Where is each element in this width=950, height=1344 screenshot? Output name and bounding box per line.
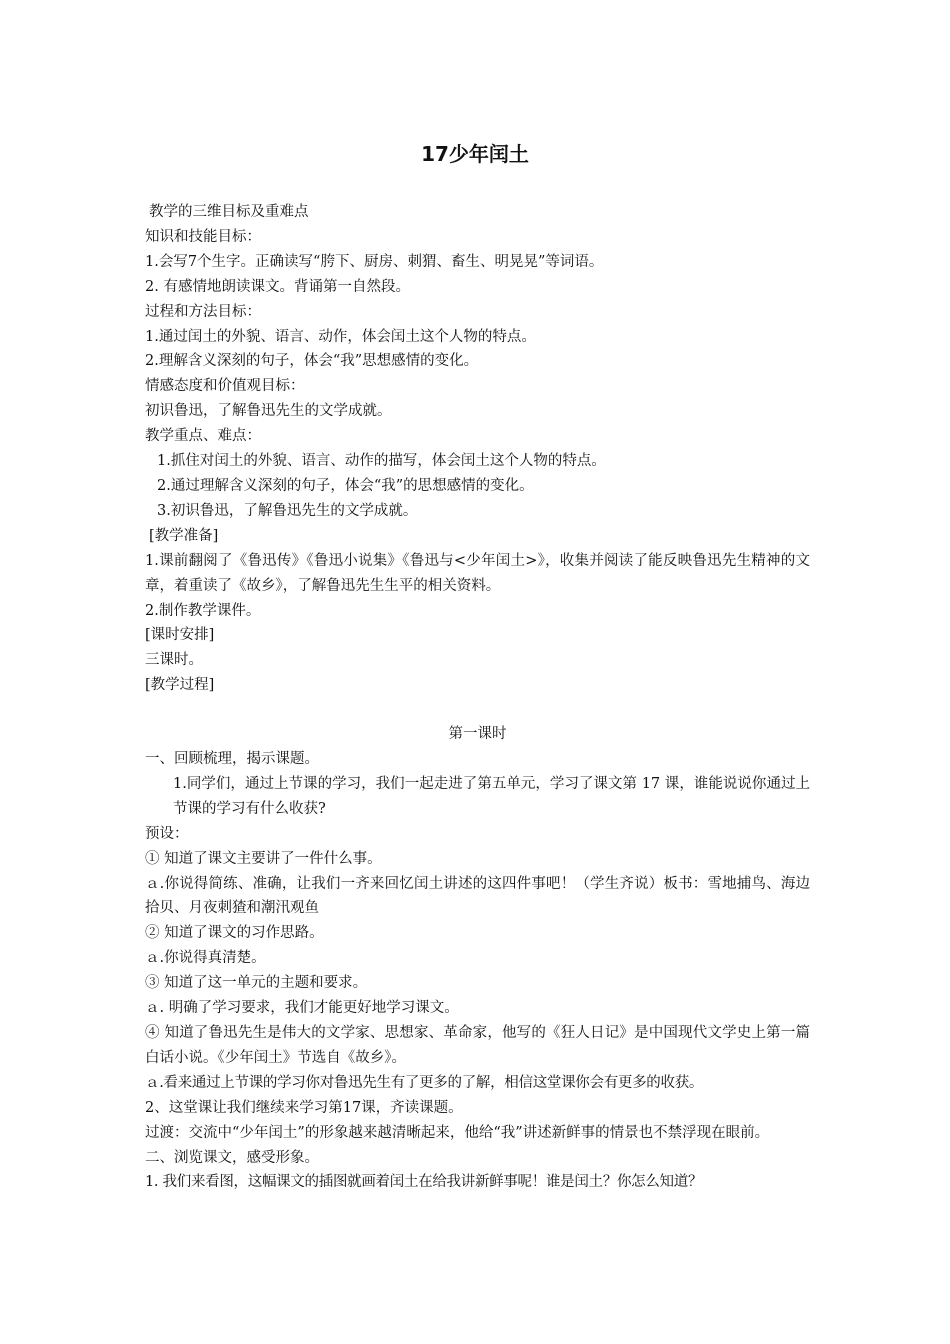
paragraph: 1. 我们来看图，这幅课文的插图就画着闰土在给我讲新鲜事呢！谁是闰土？你怎么知道？ <box>145 1174 703 1191</box>
paragraph: 1.通过闰土的外貌、语言、动作，体会闰土这个人物的特点。 <box>145 328 536 345</box>
section-heading: 一、回顾梳理，揭示课题。 <box>145 751 319 768</box>
paragraph: 2、这堂课让我们继续来学习第17课，齐读课题。 <box>145 1099 463 1116</box>
paragraph: 初识鲁迅，了解鲁迅先生的文学成就。 <box>145 403 392 420</box>
paragraph: 2.制作教学课件。 <box>145 602 261 619</box>
paragraph: 3.初识鲁迅，了解鲁迅先生的文学成就。 <box>157 502 418 519</box>
subheading-preparation: [教学准备] <box>149 527 219 544</box>
paragraph: 1.抓住对闰土的外貌、语言、动作的描写，体会闰土这个人物的特点。 <box>157 453 606 470</box>
paragraph: 2.理解含义深刻的句子，体会“我”思想感情的变化。 <box>145 353 479 370</box>
paragraph: ａ.看来通过上节课的学习你对鲁迅先生有了更多的了解，相信这堂课你会有更多的收获。 <box>145 1074 704 1091</box>
list-item: ① 知道了课文主要讲了一件什么事。 <box>145 850 382 867</box>
paragraph: 三课时。 <box>145 652 203 669</box>
paragraph: 过渡：交流中“少年闰土”的形象越来越清晰起来，他给“我”讲述新鲜事的情景也不禁浮现在眼前。 <box>145 1124 770 1141</box>
list-item: ③ 知道了这一单元的主题和要求。 <box>145 975 368 992</box>
paragraph: 1.会写7个生字。正确读写“胯下、厨房、刺猬、畜生、明晃晃”等词语。 <box>145 253 604 270</box>
list-item: ④ 知道了鲁迅先生是伟大的文学家、思想家、革命家，他写的《狂人日记》是中国现代文学史上第一篇白话小说。《少年闰土》节选自《故乡》。 <box>145 1025 810 1066</box>
paragraph: 2. 有感情地朗读课文。背诵第一自然段。 <box>145 278 410 295</box>
subheading-process-steps: [教学过程] <box>145 677 215 694</box>
section-heading-goals: 教学的三维目标及重难点 <box>149 204 309 220</box>
subheading-key-points: 教学重点、难点： <box>145 428 261 445</box>
subheading-emotion: 情感态度和价值观目标： <box>145 378 305 395</box>
subheading-process: 过程和方法目标： <box>145 303 261 320</box>
subheading-schedule: [课时安排] <box>145 627 215 644</box>
paragraph: ａ.你说得简练、准确，让我们一齐来回忆闰土讲述的这四件事吧！（学生齐说）板书：雪地捕鸟、海边拾贝、月夜刺猹和潮汛观鱼 <box>145 875 810 917</box>
document-title: 17少年闰土 <box>421 142 529 166</box>
paragraph: 2.通过理解含义深刻的句子，体会“我”的思想感情的变化。 <box>157 477 534 494</box>
spacer <box>145 698 810 722</box>
subheading-knowledge: 知识和技能目标： <box>145 228 261 245</box>
paragraph: 预设： <box>145 825 189 842</box>
list-item: ② 知道了课文的习作思路。 <box>145 925 324 942</box>
section-heading: 二、浏览课文，感受形象。 <box>145 1149 319 1166</box>
document-body <box>145 200 810 1195</box>
paragraph: ａ. 明确了学习要求，我们才能更好地学习课文。 <box>145 1000 459 1017</box>
paragraph: 1.课前翻阅了《鲁迅传》《鲁迅小说集》《鲁迅与<少年闰土>》，收集并阅读了能反映鲁迅先生精神的文章，着重读了《故乡》，了解鲁迅先生生平的相关资料。 <box>145 552 810 594</box>
paragraph: ａ.你说得真清楚。 <box>145 950 266 967</box>
paragraph: 1.同学们，通过上节课的学习，我们一起走进了第五单元，学习了课文第 17 课，谁能说说你通过上节课的学习有什么收获? <box>173 775 810 817</box>
lesson-heading: 第一课时 <box>448 726 507 743</box>
